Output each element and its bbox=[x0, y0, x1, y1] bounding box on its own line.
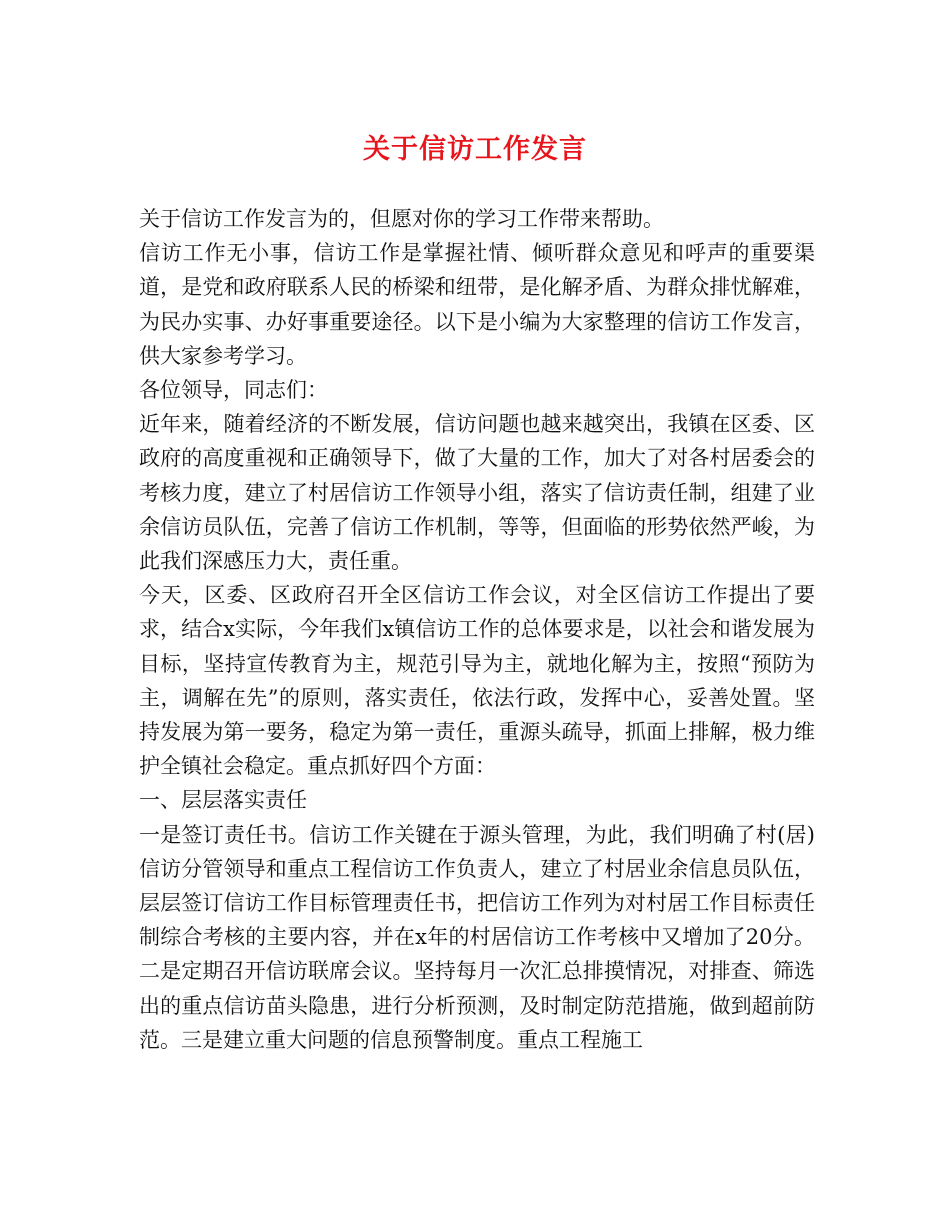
background-paragraph: 近年来，随着经济的不断发展，信访问题也越来越突出，我镇在区委、区政府的高度重视和正确领导下，做了大量的工作，加大了对各村居委会的考核力度，建立了村居信访工作领导小组，落实了信访责任制，组建了业余信访员队伍，完善了信访工作机制，等等，但面临的形势依然严峻，为此我们深感压力大，责任重。 bbox=[139, 412, 815, 574]
document-body bbox=[139, 202, 815, 1057]
section-heading: 一、层层落实责任 bbox=[139, 788, 307, 813]
intro-paragraph: 关于信访工作发言为的，但愿对你的学习工作带来帮助。 bbox=[139, 207, 664, 231]
salutation-paragraph: 各位领导，同志们： bbox=[139, 378, 328, 403]
requirements-paragraph: 今天，区委、区政府召开全区信访工作会议，对全区信访工作提出了要求，结合x实际，今年我们x镇信访工作的总体要求是，以社会和谐发展为目标，坚持宣传教育为主，规范引导为主，就地化解为主，按照“预防为主，调解在先”的原则，落实责任，依法行政，发挥中心，妥善处置。坚持发展为第一要务，稳定为第一责任，重源头疏导，抓面上排解，极力维护全镇社会稳定。重点抓好四个方面： bbox=[139, 583, 815, 779]
responsibility-paragraph: 一是签订责任书。信访工作关键在于源头管理，为此，我们明确了村(居)信访分管领导和重点工程信访工作负责人，建立了村居业余信息员队伍，层层签订信访工作目标管理责任书，把信访工作列为对村居工作目标责任制综合考核的主要内容，并在x年的村居信访工作考核中又增加了20分。二是定期召开信访联席会议。坚持每月一次汇总排摸情况，对排查、筛选出的重点信访苗头隐患，进行分析预测，及时制定防范措施，做到超前防范。三是建立重大问题的信息预警制度。重点工程施工 bbox=[139, 822, 815, 1052]
document-title: 关于信访工作发言 bbox=[363, 134, 587, 165]
summary-paragraph: 信访工作无小事，信访工作是掌握社情、倾听群众意见和呼声的重要渠道，是党和政府联系人民的桥梁和纽带，是化解矛盾、为群众排忧解难，为民办实事、办好事重要途径。以下是小编为大家整理的信访工作发言，供大家参考学习。 bbox=[139, 241, 815, 368]
